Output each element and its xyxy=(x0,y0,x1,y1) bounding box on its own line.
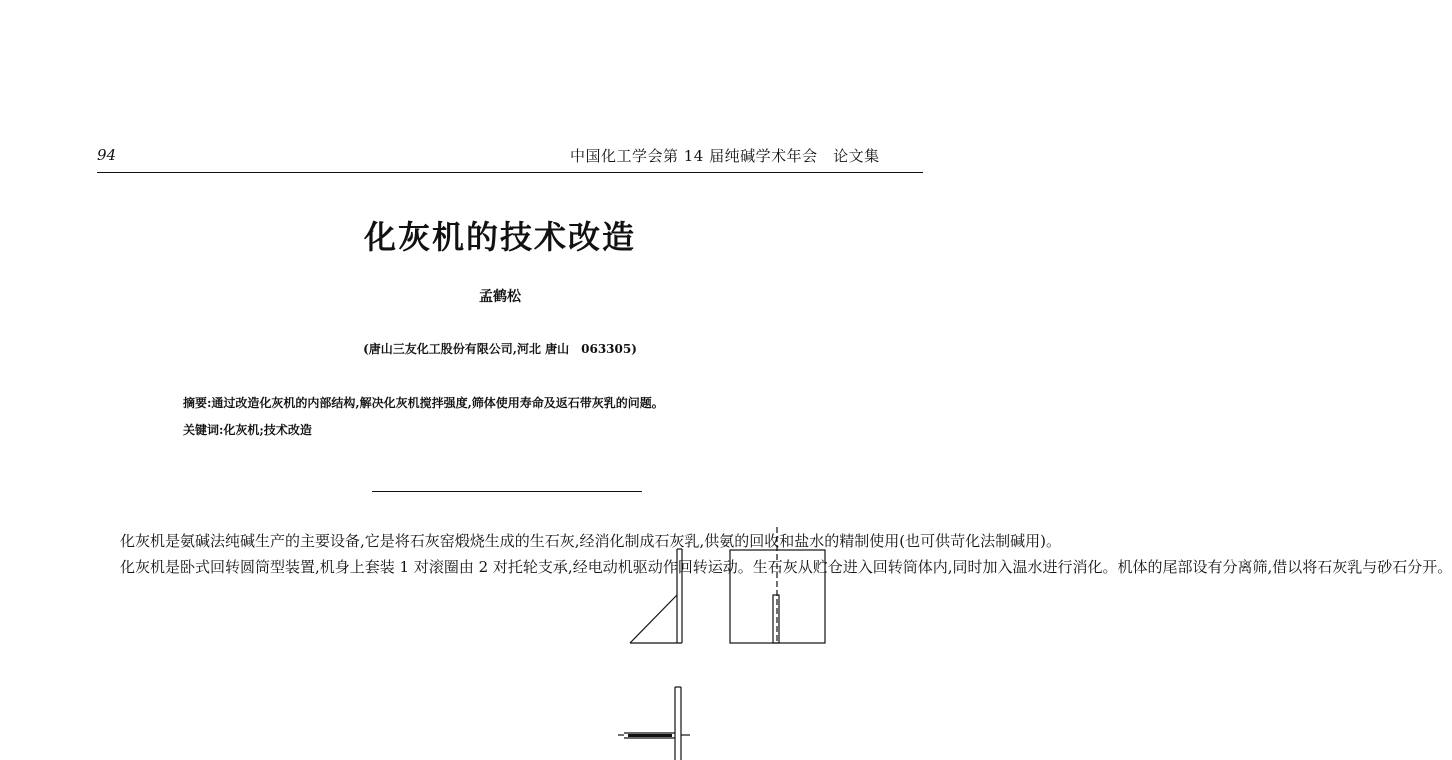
body-paragraph: 化灰机是氨碱法纯碱生产的主要设备,它是将石灰窑煅烧生成的生石灰,经消化制成石灰乳,供氨的回收和盐水的精制使用(也可供苛化法制碱用)。 xyxy=(120,532,1062,550)
keywords: 关键词:化灰机;技术改造 xyxy=(183,423,312,437)
author-affiliation: (唐山三友化工股份有限公司,河北 唐山 063305) xyxy=(363,342,637,356)
mixer-structure-figure xyxy=(610,525,850,760)
page-number: 94 xyxy=(97,146,117,164)
abstract: 摘要:通过改造化灰机的内部结构,解决化灰机搅拌强度,筛体使用寿命及返石带灰乳的问题。 xyxy=(183,396,664,410)
left-blade-sketch xyxy=(630,549,682,643)
body-text xyxy=(90,528,1452,580)
author-name: 孟鹤松 xyxy=(479,289,521,305)
running-header: 中国化工学会第 14 届纯碱学术年会 论文集 xyxy=(570,147,880,165)
body-paragraph: 化灰机是卧式回转圆筒型装置,机身上套装 1 对滚圈由 2 对托轮支承,经电动机驱动作回转运动。生石灰从贮仓进入回转筒体内,同时加入温水进行消化。机体的尾部设有分离筛,借以将石灰乳与砂石分开。 xyxy=(120,558,1452,576)
header-rule xyxy=(97,172,923,173)
shaft-hatch xyxy=(628,734,672,737)
lower-shaft-sketch xyxy=(618,687,690,760)
section-divider xyxy=(372,491,642,492)
right-screen-sketch xyxy=(730,527,825,643)
paper-title: 化灰机的技术改造 xyxy=(363,218,636,256)
